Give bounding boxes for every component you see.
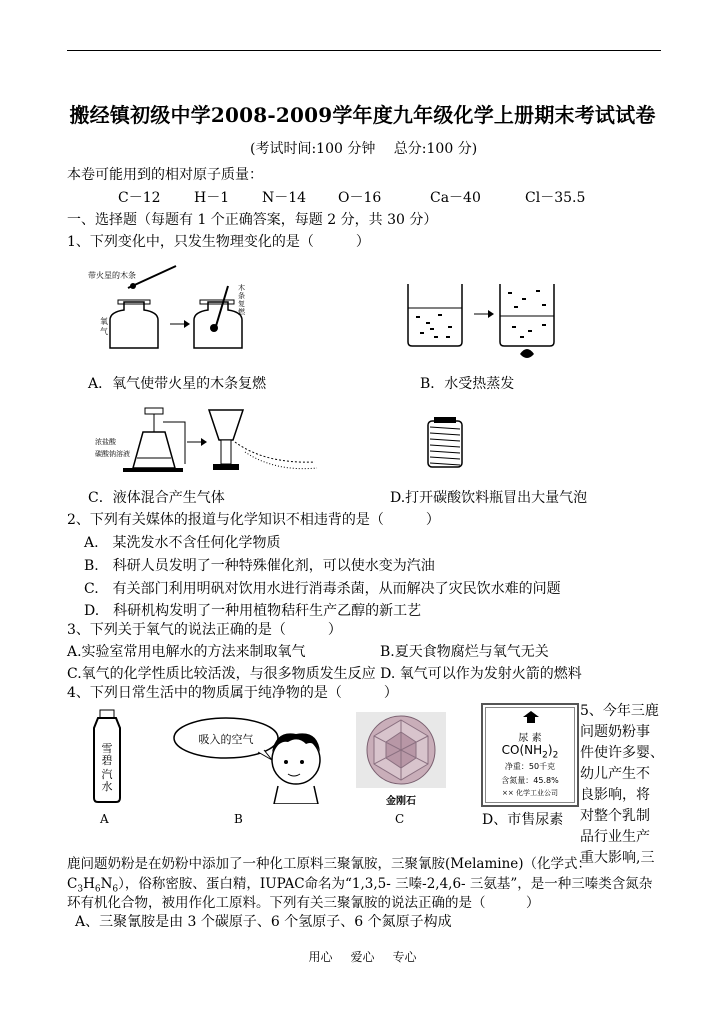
q5-option-a[interactable]: A、三聚氰胺是由 3 个碳原子、6 个氢原子、6 个氮原子构成 — [75, 914, 452, 930]
urea-company: ×× 化学工业公司 — [502, 789, 558, 797]
q1-option-c[interactable]: C．液体混合产生气体 — [88, 490, 225, 506]
figure-soda-bottle — [82, 708, 132, 804]
svg-text:复: 复 — [238, 300, 245, 308]
label-carbonate: 碳酸钠溶液 — [95, 450, 130, 458]
svg-text:燃: 燃 — [238, 308, 245, 316]
q4-label-a[interactable]: A — [100, 812, 109, 826]
footer-word: 专心 — [392, 950, 417, 964]
q5-line-3: 环有机化合物，被用作化工原料。下列有关三聚氰胺的说法正确的是（ ） — [67, 895, 540, 911]
exam-title: 搬经镇初级中学2008-2009学年度九年级化学上册期末考试试卷 — [69, 103, 656, 127]
label-match: 带火星的木条 — [88, 271, 136, 280]
q2-option-d[interactable]: D. 科研机构发明了一种用植物秸秆生产乙醇的新工艺 — [84, 603, 422, 619]
q5-wrap-line: 5、今年三鹿 — [580, 703, 659, 719]
q5-line-2: $C_3H_6N_6$），俗称密胺、蛋白精，IUPAC命名为“1,3,5- 三嗪-2,4,6- 三氨基”，是一种三嗪类含氮杂 — [67, 876, 653, 895]
q2-option-b[interactable]: B. 科研人员发明了一种特殊催化剂，可以使水变为汽油 — [84, 558, 435, 574]
page-footer — [0, 948, 725, 965]
q5-wrap-line: 良影响，将 — [580, 787, 650, 803]
exam-subtitle: (考试时间:100 分钟 总分:100 分) — [250, 141, 478, 157]
label-acid: 浓盐酸 — [95, 438, 116, 446]
svg-text:条: 条 — [238, 292, 245, 300]
svg-text:氧: 氧 — [100, 317, 108, 326]
svg-text:木: 木 — [238, 284, 245, 292]
bottle-char-4: 水 — [101, 780, 113, 793]
atomic-mass-o: O－16 — [338, 190, 382, 206]
atomic-mass-h: H－1 — [194, 190, 230, 206]
footer-word: 用心 — [308, 950, 333, 964]
bottle-char-1: 雪 — [101, 742, 113, 755]
q5-wrap-line: 重大影响,三 — [580, 850, 655, 866]
q5-wrap-line: 对整个乳制 — [580, 808, 650, 824]
urea-name: 尿 素 — [518, 733, 542, 744]
urea-nitrogen: 含氮量：45.8% — [501, 776, 559, 785]
q4-label-d[interactable]: D、市售尿素 — [482, 812, 564, 828]
q4-label-c[interactable]: C — [395, 812, 405, 826]
urea-net-weight: 净重：50千克 — [504, 762, 556, 771]
q2-option-c[interactable]: C. 有关部门利用明矾对饮用水进行消毒杀菌，从而解决了灾民饮水难的问题 — [84, 581, 561, 597]
footer-word: 爱心 — [350, 950, 375, 964]
atomic-mass-n: N－14 — [262, 190, 307, 206]
bottle-char-2: 碧 — [101, 754, 113, 767]
atomic-mass-c: C－12 — [118, 190, 161, 206]
bubble-text: 吸入的空气 — [198, 733, 254, 746]
q5-wrap-line: 幼儿产生不 — [580, 766, 650, 782]
diamond-caption: 金刚石 — [386, 796, 416, 807]
figure-soda-bubbles — [424, 415, 468, 471]
q5-wrap-line: 件使许多婴、 — [580, 745, 664, 761]
q3-stem: 3、下列关于氧气的说法正确的是（ ） — [67, 622, 342, 638]
q5-wrap-line: 问题奶粉事 — [580, 724, 650, 740]
atomic-mass-intro: 本卷可能用到的相对原子质量： — [67, 167, 263, 183]
q4-label-b[interactable]: B — [234, 812, 243, 826]
bottle-char-3: 汽 — [101, 768, 113, 781]
figure-diamond — [356, 712, 446, 808]
q5-line-1: 鹿问题奶粉是在奶粉中添加了一种化工原料三聚氰胺，三聚氰胺(Melamine)（化学式： — [67, 856, 592, 872]
figure-urea-label — [481, 703, 579, 807]
section-heading: 一、选择题（每题有 1 个正确答案，每题 2 分，共 30 分） — [67, 212, 438, 228]
top-rule — [67, 50, 661, 51]
q2-option-a[interactable]: A. 某洗发水不含任何化学物质 — [84, 535, 281, 551]
q1-stem: 1、下列变化中，只发生物理变化的是（ ） — [67, 234, 370, 250]
q1-option-d[interactable]: D.打开碳酸饮料瓶冒出大量气泡 — [390, 490, 588, 506]
urea-formula: $CO(NH_2)_2$ — [501, 743, 559, 761]
atomic-mass-ca: Ca－40 — [430, 190, 481, 206]
figure-liquid-gas — [95, 402, 325, 482]
q1-option-b[interactable]: B．水受热蒸发 — [420, 376, 515, 392]
q2-stem: 2、下列有关媒体的报道与化学知识不相违背的是（ ） — [67, 512, 440, 528]
q3-option-a[interactable]: A.实验室常用电解水的方法来制取氧气 — [67, 644, 306, 660]
q3-option-b[interactable]: B.夏天食物腐烂与氧气无关 — [380, 644, 549, 660]
q5-wrap-line: 品行业生产 — [580, 829, 650, 845]
atomic-mass-cl: Cl－35.5 — [525, 190, 586, 206]
q4-stem: 4、下列日常生活中的物质属于纯净物的是（ ） — [67, 685, 398, 701]
figure-oxygen-splint — [88, 262, 278, 362]
q1-option-a[interactable]: A．氧气使带火星的木条复燃 — [88, 376, 267, 392]
svg-text:气: 气 — [100, 327, 108, 336]
figure-water-heating — [402, 278, 562, 368]
q3-options-cd[interactable]: C.氧气的化学性质比较活泼，与很多物质发生反应 D. 氧气可以作为发射火箭的燃料 — [67, 666, 582, 682]
figure-boy-air — [168, 712, 328, 804]
